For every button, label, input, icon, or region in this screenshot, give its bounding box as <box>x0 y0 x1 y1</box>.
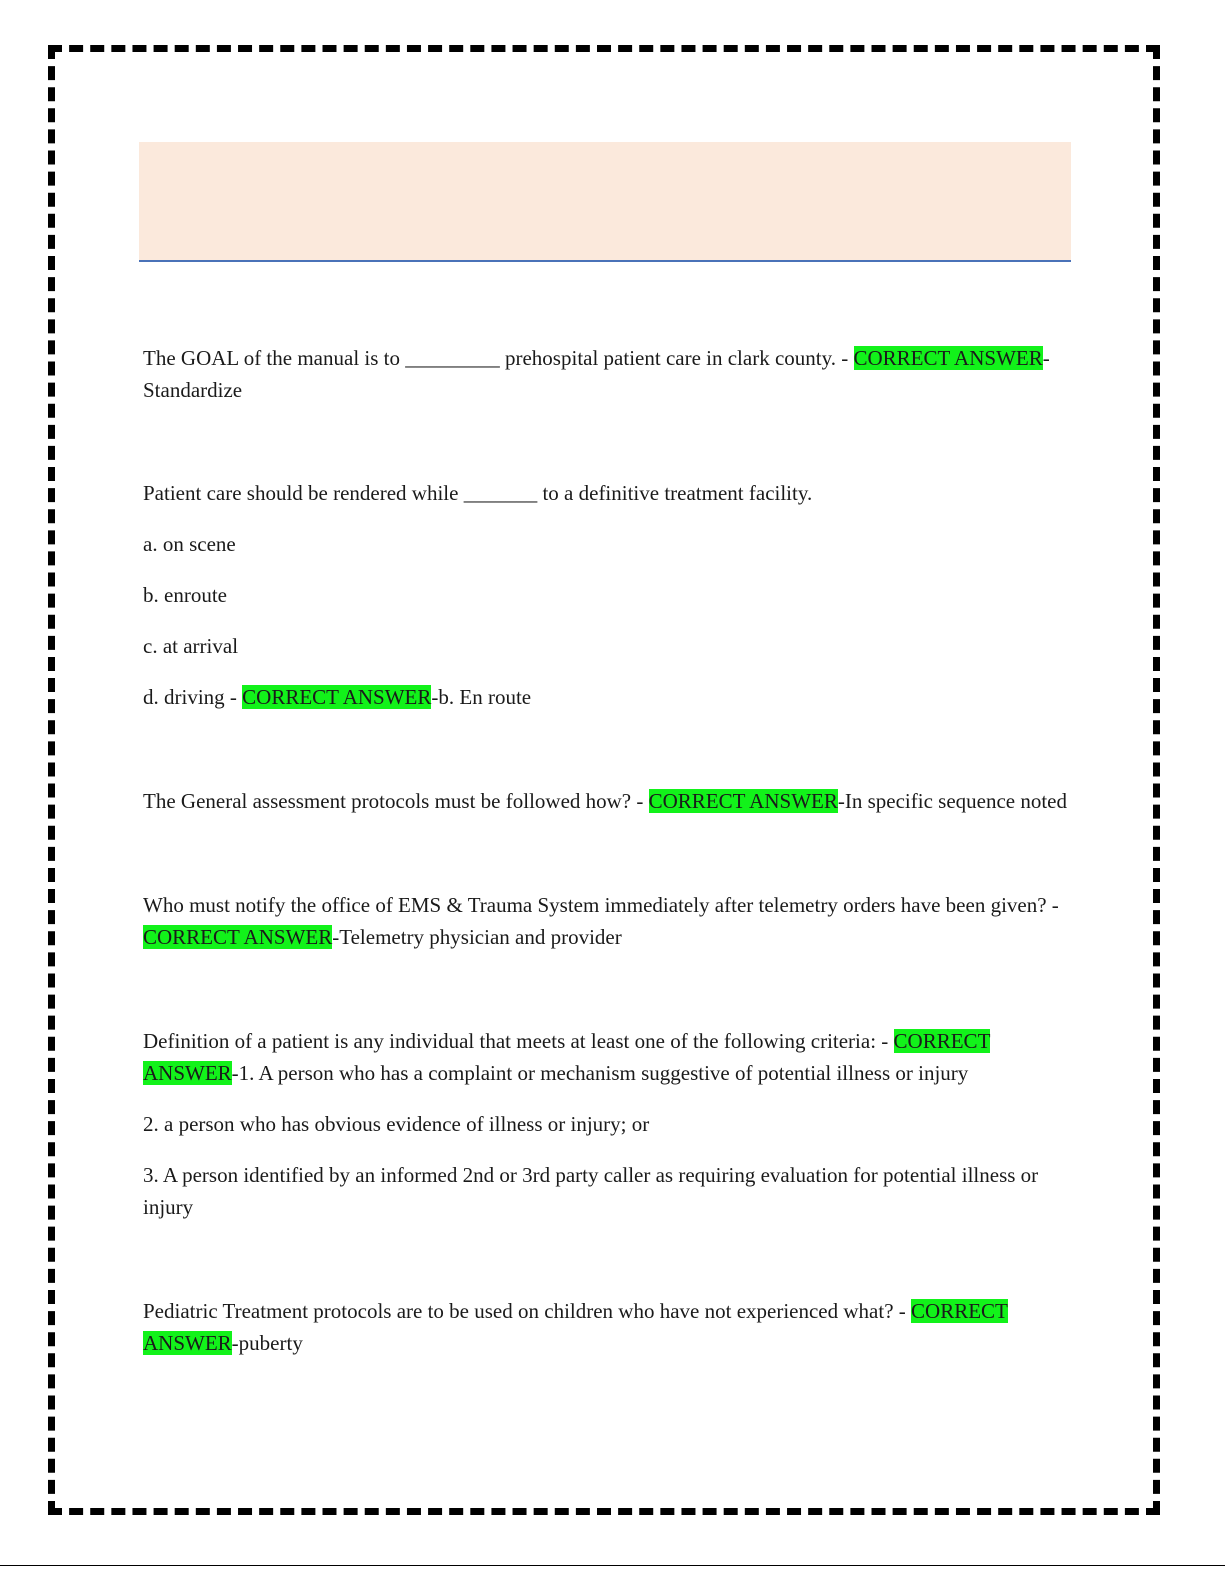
document-body <box>143 342 1073 1359</box>
question-block-3 <box>143 785 1073 817</box>
correct-answer-highlight: CORRECT ANSWER <box>853 346 1043 370</box>
option-a: a. on scene <box>143 532 236 556</box>
correct-answer-highlight: CORRECT ANSWER <box>143 925 333 949</box>
option-d: d. driving - CORRECT ANSWER-b. En route <box>143 685 532 709</box>
question-line: The General assessment protocols must be followed how? - CORRECT ANSWER-In specific sequence noted <box>143 789 1068 813</box>
header-band <box>139 142 1071 262</box>
option-b: b. enroute <box>143 583 227 607</box>
question-block-6 <box>143 1295 1073 1359</box>
correct-answer-highlight: CORRECT ANSWER <box>143 1029 991 1085</box>
question-line: Definition of a patient is any individual that meets at least one of the following criteria: - CORRECT ANSWER-1. A person who has a complaint or mechanism suggestive of potential illness or injury <box>143 1029 991 1085</box>
option-c: c. at arrival <box>143 634 239 658</box>
question-block-5 <box>143 1025 1073 1223</box>
question-block-1 <box>143 342 1073 406</box>
criterion-3: 3. A person identified by an informed 2nd or 3rd party caller as requiring evaluation for potential illness or injury <box>143 1163 1039 1219</box>
criterion-2: 2. a person who has obvious evidence of illness or injury; or <box>143 1112 650 1136</box>
question-line: Patient care should be rendered while _______ to a definitive treatment facility. <box>143 481 813 505</box>
question-line: Pediatric Treatment protocols are to be used on children who have not experienced what? - CORRECT ANSWER-puberty <box>143 1299 1008 1355</box>
question-block-2 <box>143 477 1073 713</box>
page-divider <box>0 1565 1225 1566</box>
question-line: The GOAL of the manual is to _________ prehospital patient care in clark county. - CORRECT ANSWER-Standardize <box>143 346 1050 402</box>
correct-answer-highlight: CORRECT ANSWER <box>143 1299 1008 1355</box>
correct-answer-highlight: CORRECT ANSWER <box>242 685 432 709</box>
question-block-4 <box>143 889 1073 953</box>
question-line: Who must notify the office of EMS & Trauma System immediately after telemetry orders have been given? - CORRECT ANSWER-Telemetry physician and provider <box>143 893 1059 949</box>
correct-answer-highlight: CORRECT ANSWER <box>648 789 838 813</box>
